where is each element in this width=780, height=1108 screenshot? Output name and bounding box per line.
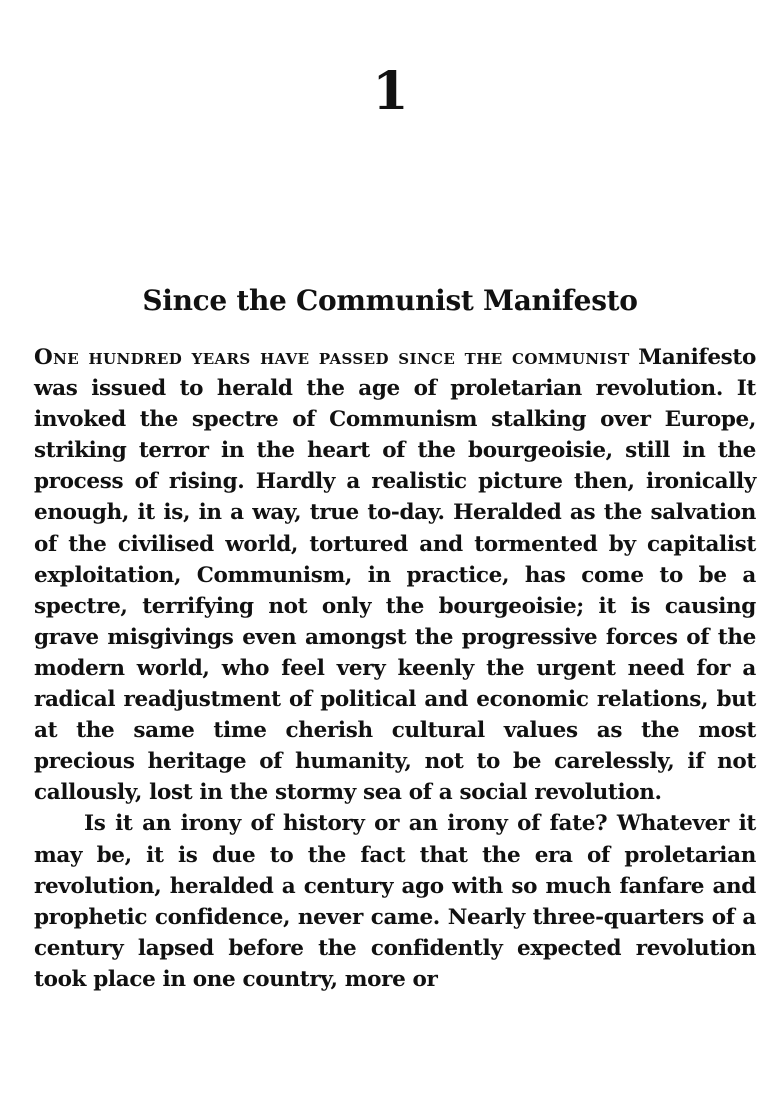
paragraph-text: Manifesto was issued to herald the age of proletarian revolution. It invoked the spectre of Communism stalking over Europe, striking terror in the heart of the bourgeoisie, still in the process of rising. Hardly a realistic picture then, ironically enough, it is, in a way, true to-day. Heralded as the salvation of the civilised world, tortured and tormented by capitalist exploitation, Communism, in practice, has come to be a spectre, terrifying not only the bourgeoisie; it is causing grave misgivings even amongst the progressive forces of the modern world, who feel very keenly the urgent need for a radical readjustment of political and economic relations, but at the same time cherish cultural values as the most precious heritage of humanity, not to be carelessly, if not callously, lost in the stormy sea of a social revolution. [34, 345, 756, 806]
chapter-body [34, 342, 756, 995]
paragraph-2 [34, 808, 756, 995]
chapter-title: Since the Communist Manifesto [142, 284, 638, 317]
paragraph-1 [34, 342, 756, 808]
chapter-number: 1 [372, 61, 408, 122]
paragraph-lead: One hundred years have passed since the communist [34, 345, 630, 370]
paragraph-text: Is it an irony of history or an irony of fate? Whatever it may be, it is due to the fact that the era of proletarian revolution, heralded a century ago with so much fanfare and prophetic confidence, never came. Nearly three-quarters of a century lapsed before the confidently expected revolution took place in one country, more or [34, 811, 756, 992]
